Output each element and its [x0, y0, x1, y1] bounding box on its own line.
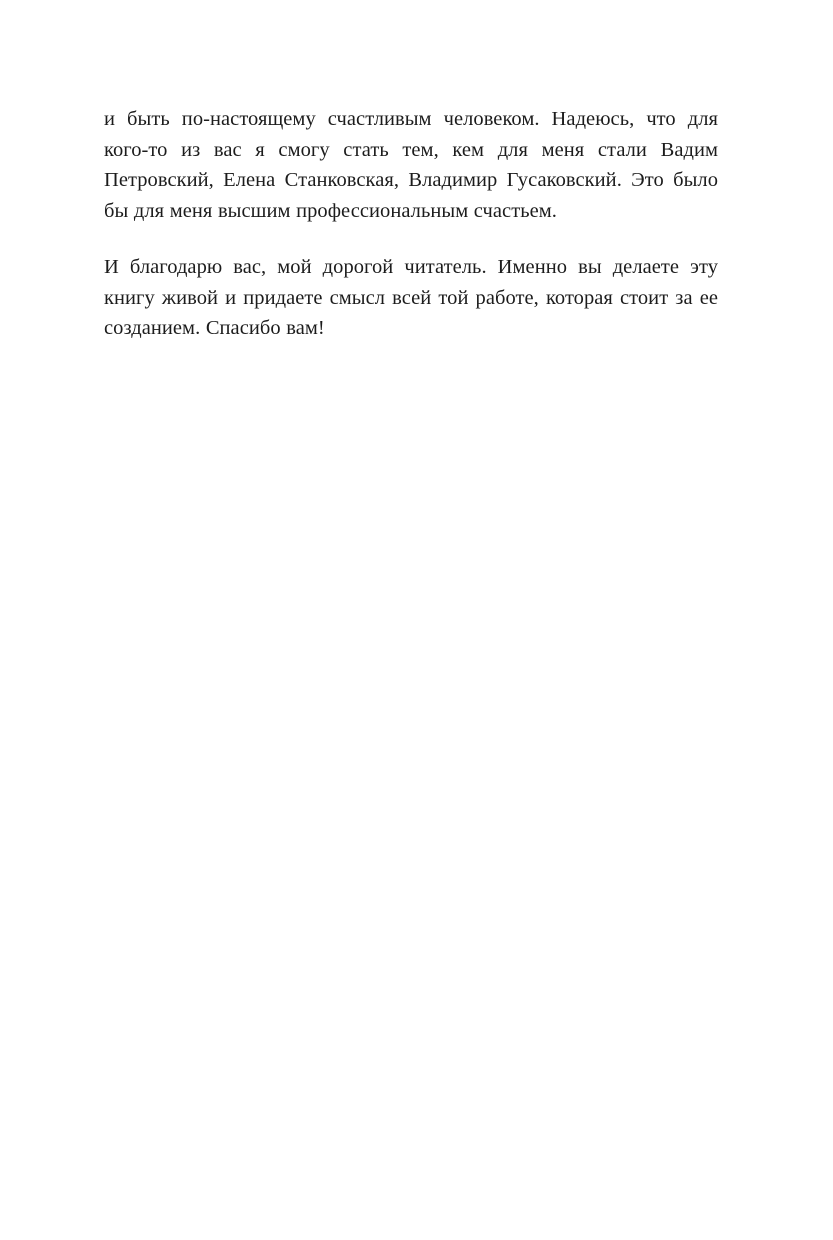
- paragraph-1: и быть по-настоящему счастливым человеком. Надеюсь, что для кого-то из вас я смогу стать тем, кем для меня стали Вадим Петровский, Елена Станковская, Владимир Гусаковский. Это было бы для меня высшим профессиональным счастьем.: [104, 108, 718, 222]
- page-text-block: [104, 104, 718, 344]
- paragraph-2: И благодарю вас, мой дорогой читатель. Именно вы делаете эту книгу живой и придаете смысл всей той работе, которая стоит за ее созданием. Спасибо вам!: [104, 256, 718, 339]
